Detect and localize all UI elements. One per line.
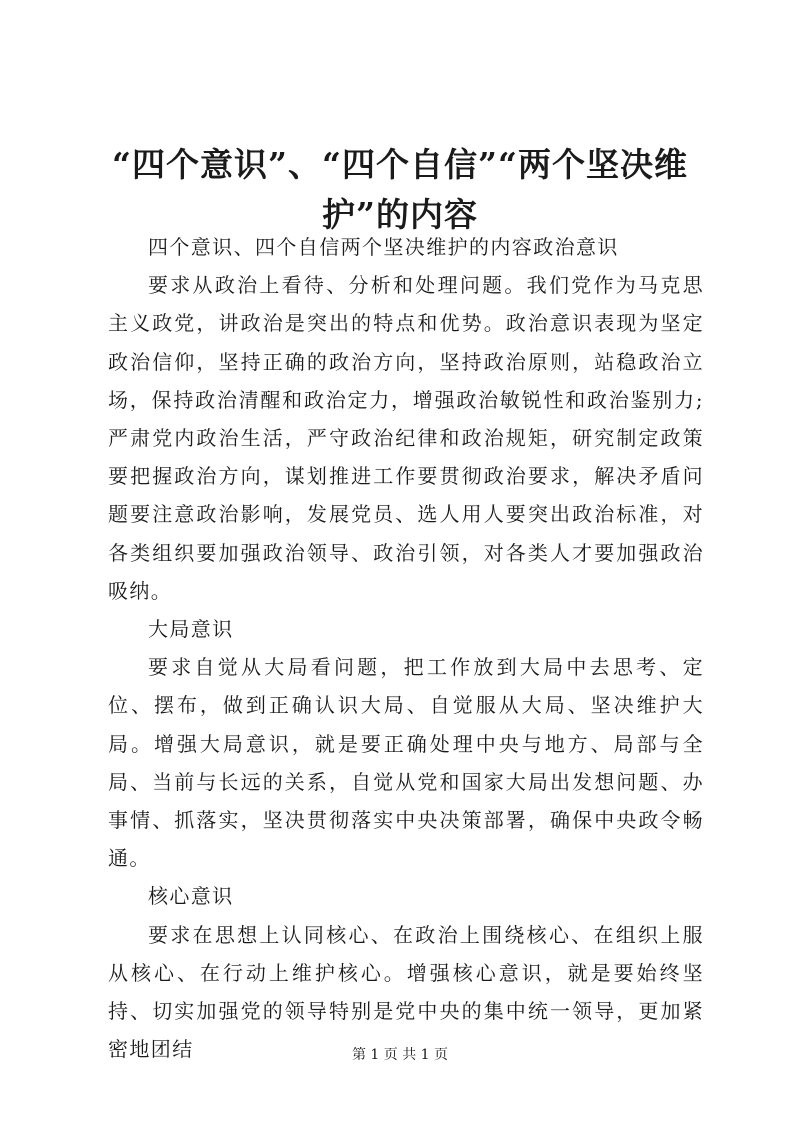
page-number-footer: 第 1 页 共 1 页 bbox=[351, 1047, 449, 1063]
paragraph-political-awareness: 要求从政治上看待、分析和处理问题。我们党作为马克思主义政党，讲政治是突出的特点和优势。政治意识表现为坚定政治信仰，坚持正确的政治方向，坚持政治原则，站稳政治立场，保持政治清醒和政治定力，增强政治敏锐性和政治鉴别力;严肃党内政治生活，严守政治纪律和政治规矩，研究制定政策要把握政治方向，谋划推进工作要贯彻政治要求，解决矛盾问题要注意政治影响，发展党员、选人用人要突出政治标准，对各类组织要加强政治领导、政治引领，对各类人才要加强政治吸纳。 bbox=[108, 273, 704, 603]
document-body bbox=[108, 228, 704, 1068]
document-title: “四个意识”、“四个自信”“两个坚决维护”的内容 bbox=[112, 145, 688, 234]
section-heading-core-awareness: 核心意识 bbox=[148, 884, 234, 909]
paragraph-core-awareness: 要求在思想上认同核心、在政治上围绕核心、在组织上服从核心、在行动上维护核心。增强核心意识，就是要始终坚持、切实加强党的领导特别是党中央的集中统一领导，更加紧密地团结 bbox=[108, 922, 704, 1062]
section-heading-overall-situation: 大局意识 bbox=[148, 617, 234, 642]
paragraph-overall-situation: 要求自觉从大局看问题，把工作放到大局中去思考、定位、摆布，做到正确认识大局、自觉服从大局、坚决维护大局。增强大局意识，就是要正确处理中央与地方、局部与全局、当前与长远的关系，自觉从党和国家大局出发想问题、办事情、抓落实，坚决贯彻落实中央决策部署，确保中央政令畅通。 bbox=[108, 655, 704, 871]
paragraph-intro: 四个意识、四个自信两个坚决维护的内容政治意识 bbox=[148, 235, 619, 259]
